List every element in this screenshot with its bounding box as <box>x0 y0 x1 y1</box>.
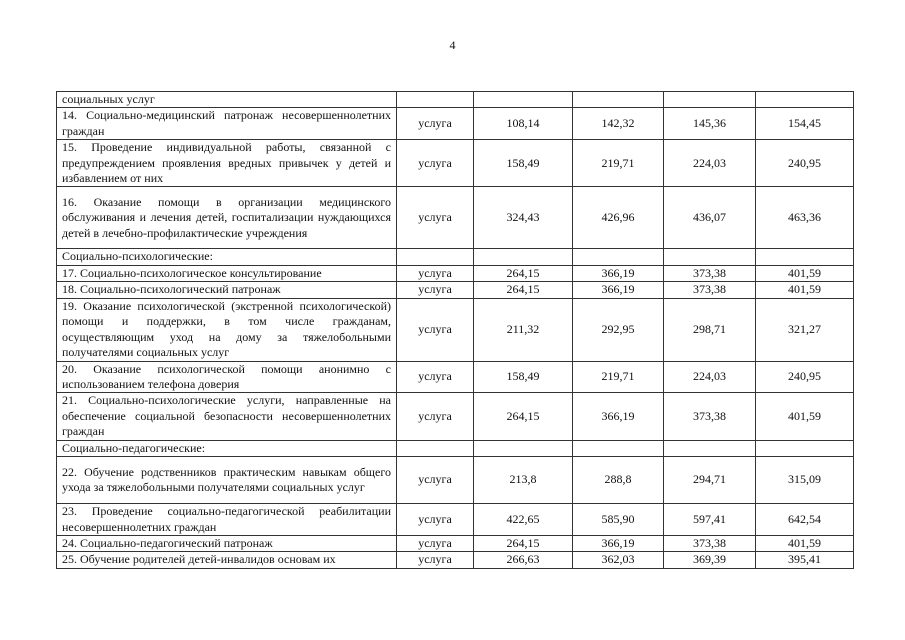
value-col-1: 266,63 <box>474 552 573 568</box>
value-col-2 <box>573 249 664 265</box>
unit-cell: услуга <box>397 187 474 249</box>
value-col-2: 288,8 <box>573 457 664 504</box>
value-col-1: 211,32 <box>474 298 573 361</box>
value-col-3: 373,38 <box>664 393 756 440</box>
table-row <box>57 552 854 568</box>
value-col-2: 142,32 <box>573 108 664 140</box>
service-name: 15. Проведение индивидуальной работы, связанной с предупреждением проявления вредных привычек у детей и избавлением от них <box>57 140 397 187</box>
service-name: 22. Обучение родственников практическим навыкам общего ухода за тяжелобольными получателями социальных услуг <box>57 457 397 504</box>
service-name: 24. Социально-педагогический патронаж <box>57 535 397 551</box>
value-col-4: 401,59 <box>756 393 854 440</box>
service-name: 16. Оказание помощи в организации медицинского обслуживания и лечения детей, госпитализации нуждающихся детей в лечебно-профилактические учреждения <box>57 187 397 249</box>
unit-cell: услуга <box>397 140 474 187</box>
value-col-1: 324,43 <box>474 187 573 249</box>
value-col-1: 158,49 <box>474 140 573 187</box>
value-col-3: 597,41 <box>664 504 756 536</box>
value-col-3: 369,39 <box>664 552 756 568</box>
unit-cell: услуга <box>397 282 474 298</box>
service-name: 14. Социально-медицинский патронаж несовершеннолетних граждан <box>57 108 397 140</box>
value-col-4: 240,95 <box>756 361 854 393</box>
service-name: 23. Проведение социально-педагогической реабилитации несовершеннолетних граждан <box>57 504 397 536</box>
value-col-1: 264,15 <box>474 265 573 281</box>
value-col-4: 321,27 <box>756 298 854 361</box>
unit-cell: услуга <box>397 108 474 140</box>
value-col-3: 294,71 <box>664 457 756 504</box>
value-col-3: 373,38 <box>664 265 756 281</box>
tariff-table-body <box>57 92 854 569</box>
value-col-2: 366,19 <box>573 393 664 440</box>
value-col-1 <box>474 92 573 108</box>
unit-cell <box>397 249 474 265</box>
table-row <box>57 140 854 187</box>
table-row <box>57 265 854 281</box>
table-row <box>57 457 854 504</box>
unit-cell: услуга <box>397 552 474 568</box>
value-col-3: 373,38 <box>664 282 756 298</box>
service-name: социальных услуг <box>57 92 397 108</box>
table-row <box>57 282 854 298</box>
value-col-4 <box>756 92 854 108</box>
unit-cell <box>397 440 474 456</box>
table-row <box>57 393 854 440</box>
table-row <box>57 92 854 108</box>
value-col-3 <box>664 440 756 456</box>
value-col-3 <box>664 92 756 108</box>
table-row <box>57 187 854 249</box>
table-row <box>57 361 854 393</box>
unit-cell: услуга <box>397 393 474 440</box>
value-col-4: 401,59 <box>756 265 854 281</box>
value-col-1 <box>474 440 573 456</box>
unit-cell: услуга <box>397 535 474 551</box>
value-col-4: 315,09 <box>756 457 854 504</box>
value-col-4: 240,95 <box>756 140 854 187</box>
value-col-2: 426,96 <box>573 187 664 249</box>
table-row <box>57 298 854 361</box>
value-col-4 <box>756 440 854 456</box>
unit-cell: услуга <box>397 361 474 393</box>
value-col-4: 642,54 <box>756 504 854 536</box>
section-row <box>57 440 854 456</box>
value-col-1: 264,15 <box>474 282 573 298</box>
value-col-4: 401,59 <box>756 535 854 551</box>
service-name: 17. Социально-психологическое консультирование <box>57 265 397 281</box>
value-col-2: 362,03 <box>573 552 664 568</box>
unit-cell <box>397 92 474 108</box>
unit-cell: услуга <box>397 504 474 536</box>
page-number: 4 <box>449 38 456 52</box>
service-name: 21. Социально-психологические услуги, направленные на обеспечение социальной безопасности несовершеннолетних граждан <box>57 393 397 440</box>
value-col-2: 366,19 <box>573 282 664 298</box>
table-row <box>57 108 854 140</box>
value-col-1: 108,14 <box>474 108 573 140</box>
value-col-1: 158,49 <box>474 361 573 393</box>
value-col-2: 292,95 <box>573 298 664 361</box>
value-col-4 <box>756 249 854 265</box>
service-name: 19. Оказание психологической (экстренной психологической) помощи и поддержки, в том числе гражданам, осуществляющим уход на дому за тяжелобольными получателями социальных услуг <box>57 298 397 361</box>
section-row <box>57 249 854 265</box>
table-row <box>57 504 854 536</box>
value-col-3: 224,03 <box>664 140 756 187</box>
table-row <box>57 535 854 551</box>
value-col-4: 401,59 <box>756 282 854 298</box>
service-name: 18. Социально-психологический патронаж <box>57 282 397 298</box>
unit-cell: услуга <box>397 298 474 361</box>
value-col-2: 366,19 <box>573 265 664 281</box>
unit-cell: услуга <box>397 457 474 504</box>
value-col-1: 264,15 <box>474 535 573 551</box>
value-col-2 <box>573 440 664 456</box>
value-col-1: 213,8 <box>474 457 573 504</box>
value-col-1: 264,15 <box>474 393 573 440</box>
value-col-3: 373,38 <box>664 535 756 551</box>
value-col-4: 395,41 <box>756 552 854 568</box>
value-col-2: 585,90 <box>573 504 664 536</box>
value-col-3: 436,07 <box>664 187 756 249</box>
value-col-2: 219,71 <box>573 140 664 187</box>
value-col-4: 463,36 <box>756 187 854 249</box>
value-col-4: 154,45 <box>756 108 854 140</box>
unit-cell: услуга <box>397 265 474 281</box>
service-name: 25. Обучение родителей детей-инвалидов основам их <box>57 552 397 568</box>
tariff-table <box>56 91 854 569</box>
value-col-3 <box>664 249 756 265</box>
value-col-2: 366,19 <box>573 535 664 551</box>
section-title: Социально-педагогические: <box>57 440 397 456</box>
value-col-1: 422,65 <box>474 504 573 536</box>
value-col-1 <box>474 249 573 265</box>
value-col-3: 224,03 <box>664 361 756 393</box>
value-col-2 <box>573 92 664 108</box>
value-col-3: 145,36 <box>664 108 756 140</box>
value-col-3: 298,71 <box>664 298 756 361</box>
value-col-2: 219,71 <box>573 361 664 393</box>
service-name: 20. Оказание психологической помощи анонимно с использованием телефона доверия <box>57 361 397 393</box>
section-title: Социально-психологические: <box>57 249 397 265</box>
